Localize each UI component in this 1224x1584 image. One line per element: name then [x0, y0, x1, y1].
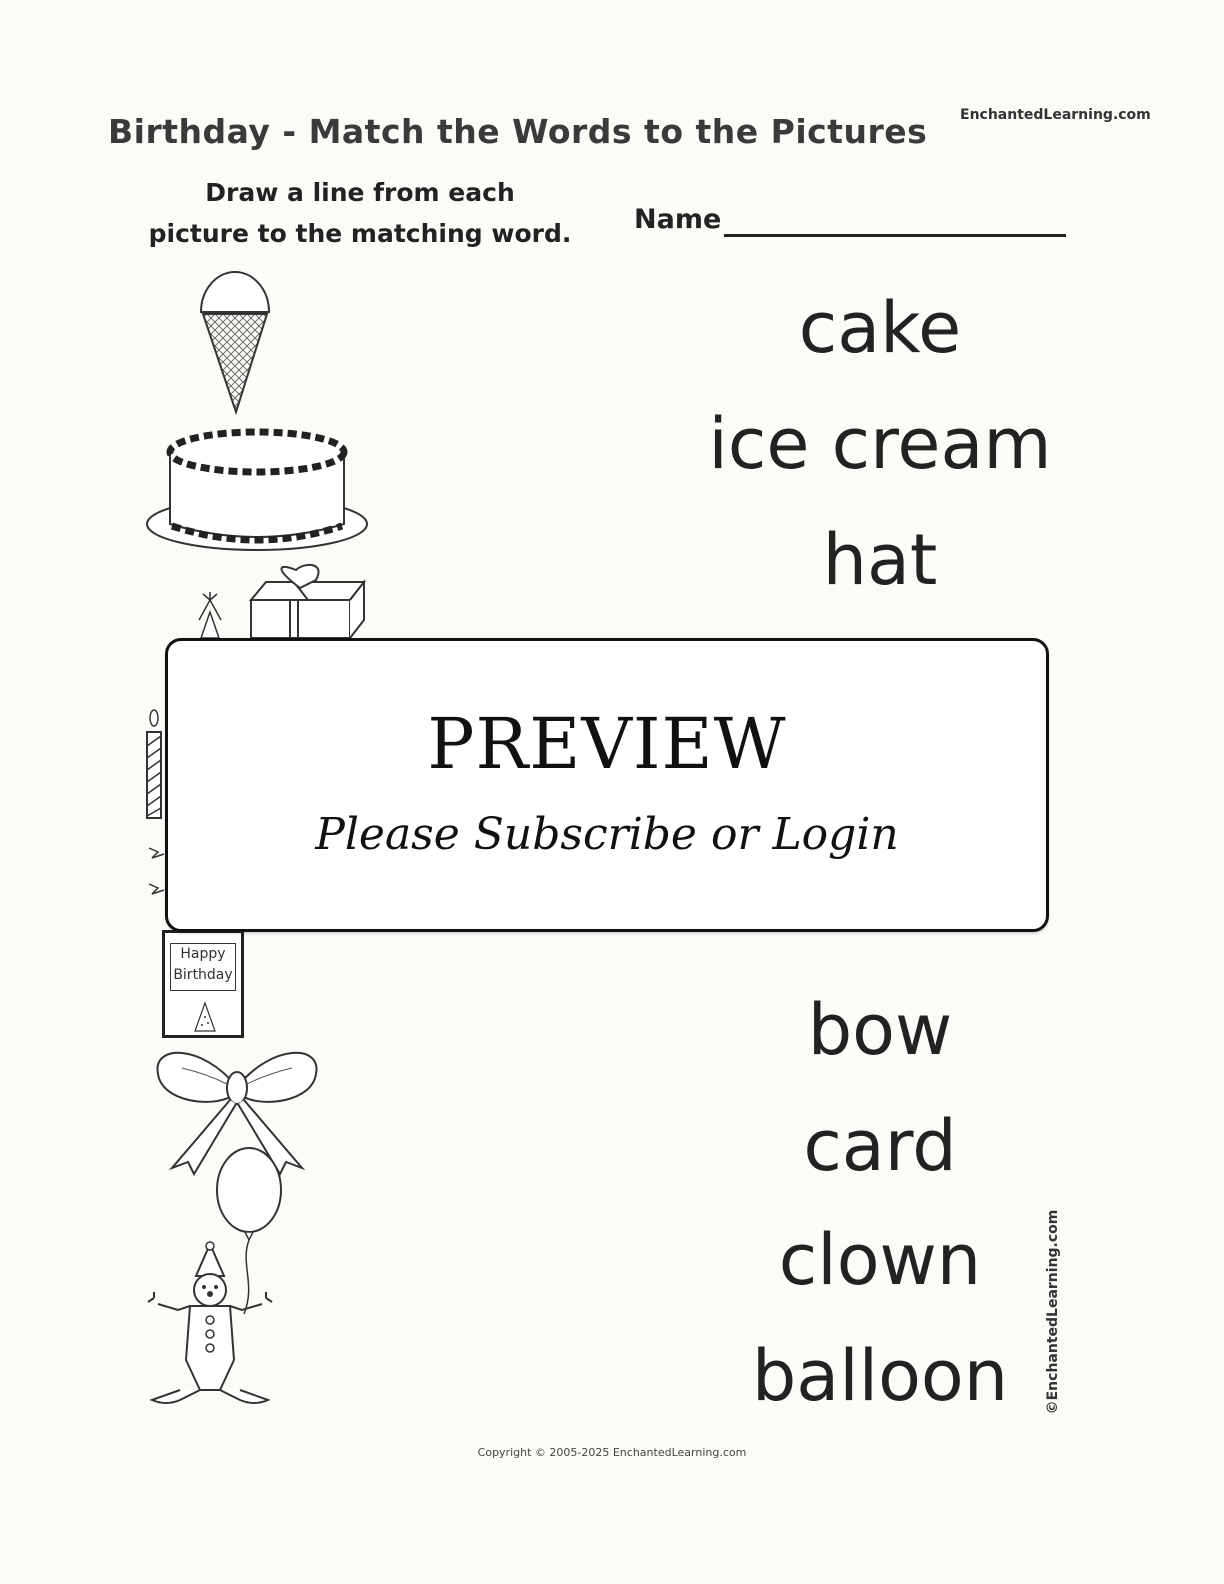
preview-overlay[interactable]: [165, 638, 1049, 932]
ice-cream-picture: [195, 262, 275, 417]
subscribe-login-prompt[interactable]: Please Subscribe or Login: [315, 809, 899, 860]
clown-picture: [140, 1240, 280, 1416]
side-copyright-text: ©EnchantedLearning.com: [1045, 1209, 1061, 1415]
word-ice-cream: ice cream: [708, 403, 1052, 485]
page-title: Birthday - Match the Words to the Pictures: [108, 112, 928, 151]
preview-title: PREVIEW: [427, 703, 787, 785]
word-card: card: [803, 1105, 957, 1187]
word-cake: cake: [798, 287, 962, 369]
present-picture: [246, 560, 368, 640]
word-bow: bow: [807, 989, 953, 1071]
card-picture: [162, 930, 244, 1038]
party-hat-picture: [195, 592, 225, 642]
word-clown: clown: [778, 1219, 982, 1301]
side-copyright: [1040, 1209, 1066, 1415]
site-logo-text[interactable]: EnchantedLearning.com: [960, 107, 1151, 123]
card-line-2: Birthday: [173, 967, 233, 983]
instructions: [140, 172, 580, 254]
word-hat: hat: [822, 519, 938, 601]
instructions-line-2: picture to the matching word.: [148, 219, 572, 248]
name-write-line: [724, 234, 1066, 237]
footer-copyright: Copyright © 2005-2025 EnchantedLearning.com: [477, 1446, 747, 1459]
name-label: Name: [634, 204, 722, 235]
card-hat-icon: [193, 1001, 217, 1035]
instructions-line-1: Draw a line from each: [205, 178, 515, 207]
word-balloon: balloon: [751, 1335, 1009, 1417]
card-line-1: Happy: [180, 946, 226, 962]
card-greeting: [170, 943, 236, 991]
cake-picture: [144, 420, 374, 560]
